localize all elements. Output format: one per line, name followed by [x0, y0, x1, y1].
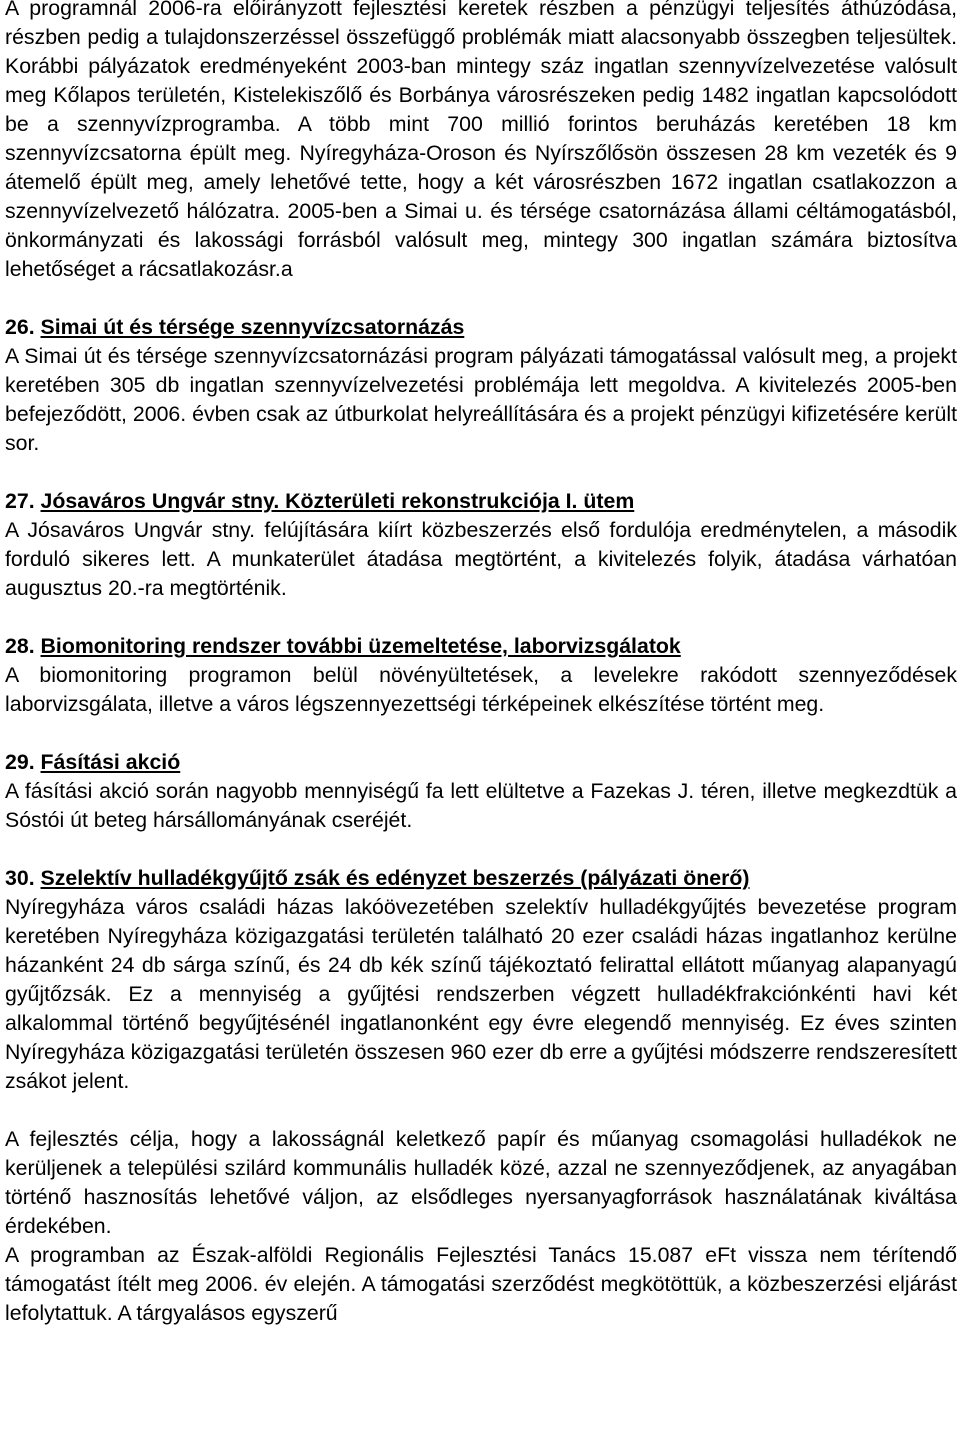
section-number: 30. [5, 866, 35, 890]
intro-sentence: Korábbi pályázatok eredményeként 2003-ban mintegy száz ingatlan szennyvízelvezetése valósult meg Kőlapos területén, Kistelekiszőlő és Borbánya városrészeken pedig 1482 ingatlan kapcsolódott be a szennyvízprogramba. [5, 54, 957, 136]
intro-sentence: 2005-ben a Simai u. és térsége csatornázása állami céltámogatásból, önkormányzati és lakossági forrásból valósult meg, mintegy 300 ingatlan számára biztosítva lehetőséget a rácsatlakozásr.a [5, 199, 957, 281]
section-number: 27. [5, 489, 35, 513]
section-heading [5, 313, 957, 342]
section-29 [5, 748, 957, 835]
body-paragraph: A Jósaváros Ungvár stny. felújítására kiírt közbeszerzés első fordulója eredménytelen, a második forduló sikeres lett. A munkaterület átadása megtörtént, a kivitelezés folyik, átadása várhatóan augusztus 20.-ra megtörténik. [5, 518, 957, 600]
body-paragraph: A Simai út és térsége szennyvízcsatornázási program pályázati támogatással valósult meg, a projekt keretében 305 db ingatlan szennyvízelvezetési problémája lett megoldva. A kivitelezés 2005-ben befejeződött, 2006. évben csak az útburkolat helyreállítására és a projekt pénzügyi kifizetésére került sor. [5, 344, 957, 455]
intro-sentence: A több mint 700 millió forintos beruházás keretében 18 km szennyvízcsatorna épült meg. [5, 112, 957, 165]
body-paragraph: A fejlesztés célja, hogy a lakosságnál keletkező papír és műanyag csomagolási hulladékok ne kerüljenek a települési szilárd kommunális hulladék közé, azzal ne szennyeződjenek, az anyagában történő hasznosítás lehetővé váljon, az elsődleges nyersanyagforrások használatának kiváltása érdekében. [5, 1127, 957, 1238]
intro-sentence: Nyíregyháza-Oroson és Nyírszőlősön összesen 28 km vezeték és 9 átemelő épült meg, amely lehetővé tette, hogy a két városrészben 1672 ingatlan csatlakozzon a szennyvízelvezető hálózatra. [5, 141, 957, 223]
section-27 [5, 487, 957, 603]
section-title: Fásítási akció [40, 750, 181, 774]
section-heading [5, 864, 957, 893]
body-paragraph: A biomonitoring programon belül növényültetések, a levelekre rakódott szennyeződések laborvizsgálata, illetve a város légszennyezettségi térképeinek elkészítése történt meg. [5, 663, 957, 716]
section-28 [5, 632, 957, 719]
section-number: 26. [5, 315, 35, 339]
body-paragraph: A fásítási akció során nagyobb mennyiségű fa lett elültetve a Fazekas J. téren, illetve megkezdtük a Sóstói út beteg hársállományának cseréjét. [5, 779, 957, 832]
section-title: Simai út és térsége szennyvízcsatornázás [40, 315, 465, 339]
section-number: 28. [5, 634, 35, 658]
paragraph-gap [5, 1096, 957, 1125]
body-paragraph: A programban az Észak-alföldi Regionális Fejlesztési Tanács 15.087 eFt vissza nem térítendő támogatást ítélt meg 2006. év elején. A támogatási szerződést megkötöttük, a közbeszerzési eljárást lefolytattuk. A tárgyalásos egyszerű [5, 1243, 957, 1325]
section-30 [5, 864, 957, 1328]
section-title: Szelektív hulladékgyűjtő zsák és edényzet beszerzés (pályázati önerő) [40, 866, 750, 890]
body-paragraph: Nyíregyháza város családi házas lakóövezetében szelektív hulladékgyűjtés bevezetése program keretében Nyíregyháza közigazgatási területén található 20 ezer családi házas ingatlanhoz kerülne házanként 24 db sárga színű, és 24 db kék színű tájékoztató felirattal ellátott műanyag alapanyagú gyűjtőzsák. Ez a mennyiség a gyűjtési rendszerben végzett hulladékfrakciónkénti havi két alkalommal történő begyűjtésénél ingatlanonként egy évre elegendő mennyiség. Ez éves szinten Nyíregyháza közigazgatási területén összesen 960 ezer db erre a gyűjtési módszerre rendszeresített zsákot jelent. [5, 895, 957, 1093]
section-26 [5, 313, 957, 458]
body-paragraph [5, 0, 957, 284]
section-title: Jósaváros Ungvár stny. Közterületi rekonstrukciója I. ütem [40, 489, 635, 513]
section-heading [5, 632, 957, 661]
intro-sentence: A programnál 2006-ra előirányzott fejlesztési keretek részben a pénzügyi teljesítés áthúzódása, részben pedig a tulajdonszerzéssel összefüggő problémák miatt alacsonyabb összegben teljesültek. [5, 0, 957, 49]
section-title: Biomonitoring rendszer további üzemeltetése, laborvizsgálatok [40, 634, 681, 658]
section-heading [5, 487, 957, 516]
section-heading [5, 748, 957, 777]
section-number: 29. [5, 750, 35, 774]
